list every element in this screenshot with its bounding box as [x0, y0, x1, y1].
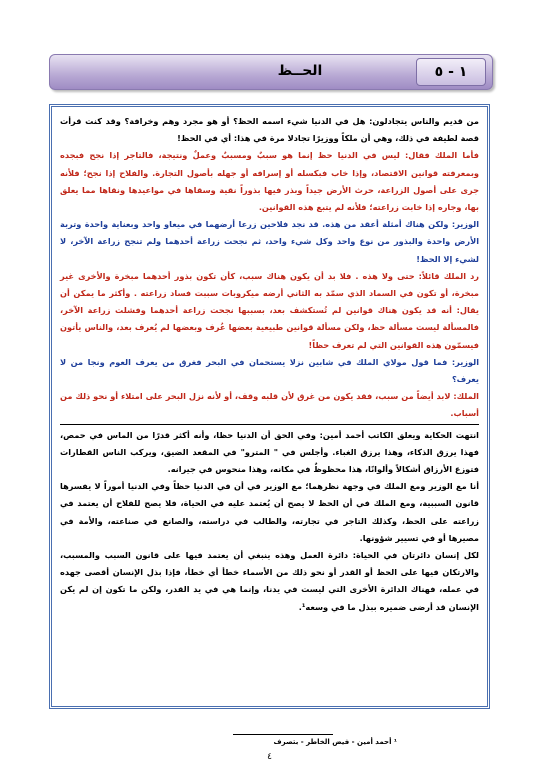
section-divider: [60, 424, 479, 425]
paragraph-king-2: رد الملك قائلاً: حتى ولا هذه . فلا بد أن يكون هناك سبب، كأن تكون بذور أحدهما مبخرة والأخرى غير مبخرة، أو تكون في السماد الذي سمّد به الثاني أرضه ميكروبات سببت فساد زراعته . وأكثر ما يمكن أن يقال: أنه قد يكون هناك قوانين لم تُستكشف بعد، بسببها نجحت زراعة أحدهما وفشلت زراعة الآخر، فالمسألة ليست مسألة حظ، ولكن مسألة قوانين طبيعية بعضها عُرف وبعضها لم يُعرف بعد، والناس يأتون فيسمّون هذه القوانين التي لم تعرف حظاً!: [60, 270, 479, 350]
paragraph-king-1: فأما الملك فقال: ليس في الدنيا حظ إنما هو سببٌ ومسببٌ وعملٌ ونتيجة، فالتاجر إذا نجح فبجده وبمعرفته قوانين الاقتصاد، وإذا خاب فبكسله أو إسرافه أو جهله بأصول التجارة. والفلاح إذا نجح؛ فلأنه جرى على أصول الزراعة، حرث الأرض جيداً وبذر فيها بذوراً نقية وسقاها في مواعيدها ونقاها مما يعلق بها، وجاره إذا خابت زراعته؛ فلأنه لم يتبع هذه القوانين.: [60, 150, 479, 213]
lesson-header: [49, 54, 493, 90]
paragraph-minister-1: الوزير: ولكن هناك أمثلة أعقد من هذه. قد نجد فلاحين زرعا أرضهما في ميعاو واحد وبعناية واحدة وتربة الأرض واحدة والبذور من نوع واحد وكل شيء واحد، ثم نجحت زراعة أحدهما ولم تنجح زراعة الآخر، لا لشيء إلا الحظ!: [60, 219, 479, 264]
footnote-divider: [233, 734, 333, 735]
paragraph-opinion: أنا مع الوزير ومع الملك في وجهة نظرهما؛ مع الوزير في أن في الدنيا حظاً وفي الدنيا أموراً لا يفسرها قانون السببية، ومع الملك في أن الحظ لا يصح أن يُعتمد عليه في الحياة، فلا يصح للفلاح أن يعتمد في زراعته على الحظ، وكذلك التاجر في تجارته، والطالب في دراسته، والصانع في صناعته، والأمة في مصيرها أو في تسيير شؤونها.: [60, 481, 479, 543]
lesson-number: ١ - ٥: [416, 58, 486, 86]
page-number: ٤: [267, 752, 272, 762]
paragraph-commentary: انتهت الحكاية ويعلق الكاتب أحمد أمين: وفي الحق أن الدنيا حظا، وأنه أكثر قدرًا من الماس في حمص، فهذا يرزق الذكاء، وهذا يرزق الغباء. وأجلس في " المترو" في المقعد الضيق، ويركب الناس القطارات فتوزع الأرزاق أشكالاً وألوانًا، هذا محظوظٌ في مكانه، وهذا منحوس في جيرانه.: [60, 429, 479, 475]
paragraph-conclusion: لكل إنسان دائرتان في الحياة: دائرة العمل وهذه ينبغي أن يعتمد فيها على قانون السبب والمسبب، والارتكان فيها على الحظ أو القدر أو نحو ذلك من الأسماء خطأ أي خطأ، فإذا بذل الإنسان أقصى جهده في عمله، فهناك الدائرة الأخرى التي ليست في يدنا، وإنما هي في يد القدر، ولكن ما تكون إن لم يكن الإنسان قد أرضى ضميره ببذل ما في وسعه¹.: [60, 550, 479, 612]
paragraph-king-3: الملك: لابد أيضاً من سبب، فقد يكون من غرق لأن قلبه وقف، أو لأنه نزل البحر على امتلاء أو نحو ذلك من أسباب.: [60, 391, 479, 419]
lesson-title: الحــظ: [277, 63, 323, 79]
text-box: [49, 104, 490, 709]
footnote: ¹ أحمد أمين - فيض الخاطر - بتصرف: [273, 738, 397, 746]
paragraph-minister-2: الوزير: فما قول مولاي الملك في شابين نزلا يستحمان في البحر فغرق من يعرف العوم ونجا من لا يعرف؟: [60, 356, 479, 385]
paragraph-intro: من قديم والناس يتجادلون: هل في الدنيا شيء اسمه الحظ؟ أو هو مجرد وهم وخرافة؟ وقد كنت قرأت قصة لطيفة في ذلك، وهي أن ملكاً ووزيرًا تجادلا مرة في هذا: أي في الحظ!: [60, 116, 479, 144]
